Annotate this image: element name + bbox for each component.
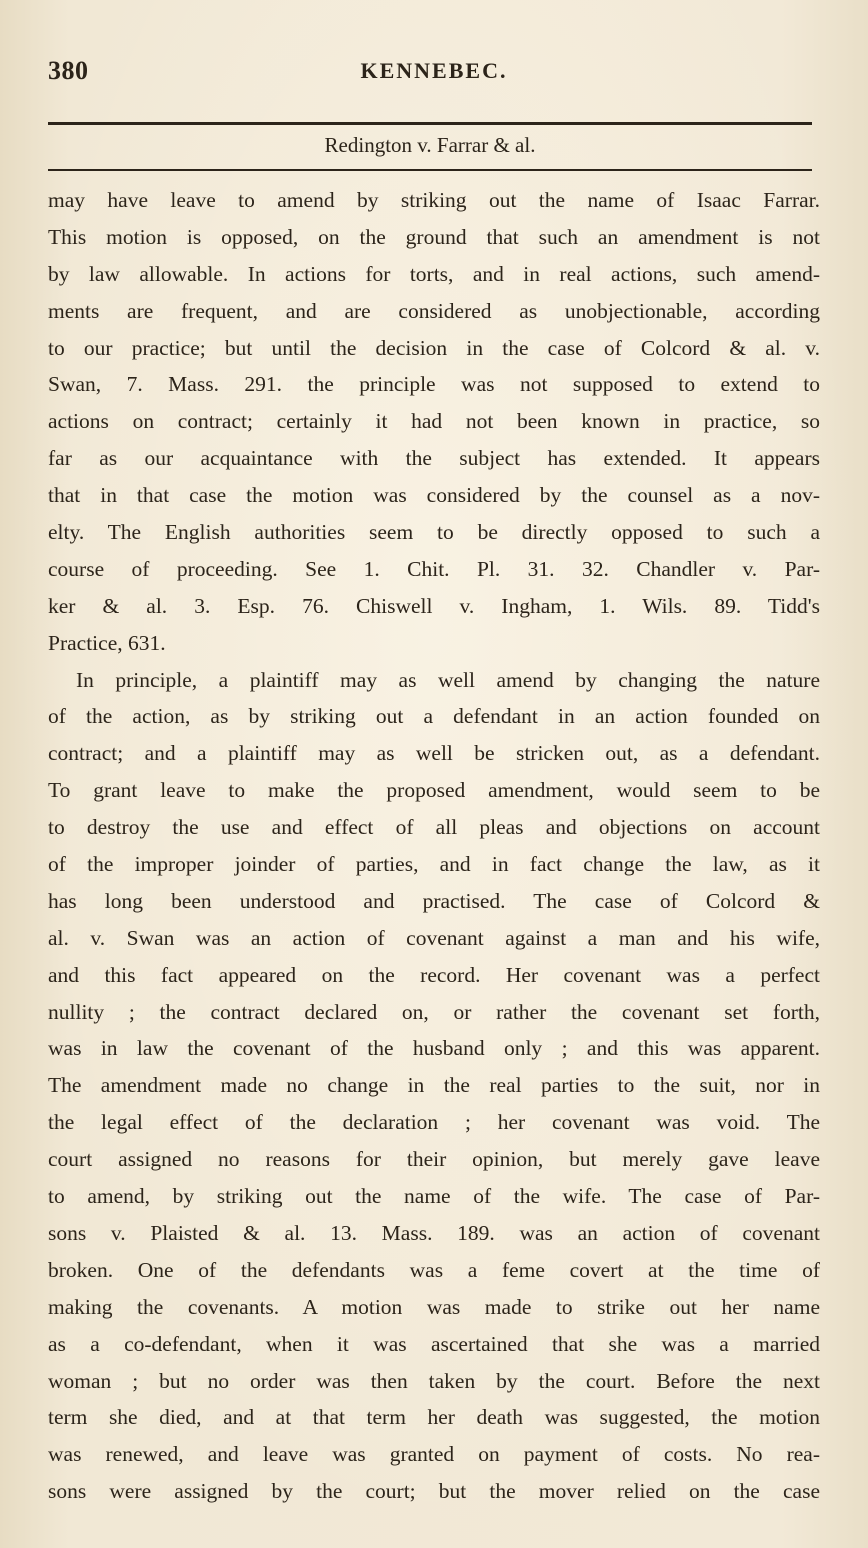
text-line: ments are frequent, and are considered as unobjectionable, according <box>48 298 820 323</box>
text-line: was renewed, and leave was granted on payment of costs. No rea- <box>48 1442 820 1467</box>
text-line: Swan, 7. Mass. 291. the principle was not supposed to extend to <box>48 372 820 397</box>
text-line: and this fact appeared on the record. Her covenant was a perfect <box>48 962 820 987</box>
text-line: sons were assigned by the court; but the mover relied on the case <box>48 1479 820 1504</box>
text-line: ker & al. 3. Esp. 76. Chiswell v. Ingham, 1. Wils. 89. Tidd's <box>48 593 820 618</box>
text-line: actions on contract; certainly it had not been known in practice, so <box>48 409 820 434</box>
text-line: broken. One of the defendants was a feme covert at the time of <box>48 1257 820 1282</box>
text-line: has long been understood and practised. The case of Colcord & <box>48 888 820 913</box>
text-line: of the improper joinder of parties, and in fact change the law, as it <box>48 852 820 877</box>
text-line: This motion is opposed, on the ground that such an amendment is not <box>48 224 820 249</box>
text-line: the legal effect of the declaration ; her covenant was void. The <box>48 1110 820 1135</box>
text-line: elty. The English authorities seem to be directly opposed to such a <box>48 520 820 545</box>
text-line: In principle, a plaintiff may as well amend by changing the nature <box>76 667 820 692</box>
text-line: al. v. Swan was an action of covenant against a man and his wife, <box>48 925 820 950</box>
page-header <box>48 56 820 92</box>
text-line: that in that case the motion was considered by the counsel as a nov- <box>48 483 820 508</box>
text-line: To grant leave to make the proposed amendment, would seem to be <box>48 778 820 803</box>
text-line: The amendment made no change in the real parties to the suit, nor in <box>48 1073 820 1098</box>
text-line: court assigned no reasons for their opinion, but merely gave leave <box>48 1147 820 1172</box>
text-line: nullity ; the contract declared on, or rather the covenant set forth, <box>48 999 820 1024</box>
text-line: far as our acquaintance with the subject has extended. It appears <box>48 446 820 471</box>
text-line: to destroy the use and effect of all pleas and objections on account <box>48 815 820 840</box>
text-line: to amend, by striking out the name of the wife. The case of Par- <box>48 1184 820 1209</box>
text-line: contract; and a plaintiff may as well be stricken out, as a defendant. <box>48 741 820 766</box>
text-line: may have leave to amend by striking out the name of Isaac Farrar. <box>48 188 820 212</box>
header-rule-bottom <box>48 169 812 171</box>
header-rule-top <box>48 122 812 125</box>
text-line: woman ; but no order was then taken by the court. Before the next <box>48 1368 820 1393</box>
page-number: 380 <box>48 56 89 85</box>
text-line: Practice, 631. <box>48 630 166 655</box>
text-line: of the action, as by striking out a defendant in an action founded on <box>48 704 820 729</box>
text-line: course of proceeding. See 1. Chit. Pl. 31. 32. Chandler v. Par- <box>48 556 820 581</box>
text-line: term she died, and at that term her death was suggested, the motion <box>48 1405 820 1430</box>
text-line: as a co-defendant, when it was ascertained that she was a married <box>48 1331 820 1356</box>
running-head: KENNEBEC. <box>360 58 508 83</box>
body-text <box>48 182 820 1510</box>
text-line: sons v. Plaisted & al. 13. Mass. 189. was an action of covenant <box>48 1220 820 1245</box>
text-line: was in law the covenant of the husband only ; and this was apparent. <box>48 1036 820 1061</box>
text-line: to our practice; but until the decision in the case of Colcord & al. v. <box>48 335 820 360</box>
case-title: Redington v. Farrar & al. <box>324 133 536 157</box>
text-line: making the covenants. A motion was made to strike out her name <box>48 1294 820 1319</box>
text-line: by law allowable. In actions for torts, and in real actions, such amend- <box>48 261 820 286</box>
